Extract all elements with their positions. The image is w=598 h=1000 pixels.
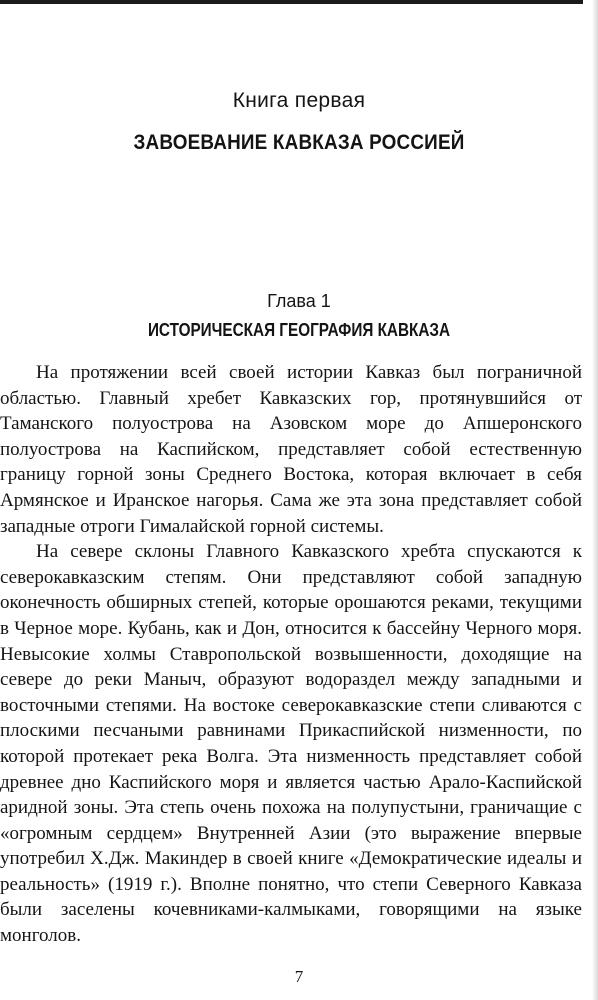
chapter-label: Глава 1 xyxy=(267,291,331,311)
paragraph-2: На севере склоны Главного Кавказского хребта спускаются к северокавказским степям. Они представляют собой западную оконечность обширных степей, которые орошаются реками, текущими в Черное море. Кубань, как и Дон, относится к бассейну Черного моря. Невысокие холмы Ставропольской возвышенности, доходящие на севере до реки Маныч, образуют водораздел между западными и восточными степями. На востоке северокавказские степи сливаются с плоскими песчаными равнинами Прикаспийской низменности, по которой протекает река Волга. Эта низменность представляет собой древнее дно Каспийского моря и является частью Арало-Каспийской аридной зоны. Эта степь очень похожа на полупустыни, граничащие с «огромным сердцем» Внутренней Азии (это выражение впервые употребил Х.Дж. Макиндер в своей книге «Демократические идеалы и реальность» (1919 г.). Вполне понятно, что степи Северного Кавказа были заселены кочевниками-калмыками, говорящими на языке монголов. xyxy=(0,541,582,947)
body-text xyxy=(0,360,582,949)
page-number: 7 xyxy=(294,967,304,986)
chapter-heading xyxy=(0,288,598,343)
top-edge-rule xyxy=(0,0,583,4)
chapter-title: ИСТОРИЧЕСКАЯ ГЕОГРАФИЯ КАВКАЗА xyxy=(147,320,451,340)
paragraph-1: На протяжении всей своей истории Кавказ был пограничной областью. Главный хребет Кавказских гор, протянувшийся от Таманского полуострова на Азовском море до Апшеронского полуострова на Каспийском, представляет собой естественную границу горной зоны Среднего Востока, которая включает в себя Армянское и Иранское нагорья. Сама же эта зона представляет собой западные отроги Гималайской горной системы. xyxy=(0,362,582,537)
book-title: ЗАВОЕВАНИЕ КАВКАЗА РОССИЕЙ xyxy=(133,131,465,154)
book-label: Книга первая xyxy=(232,89,366,112)
book-heading xyxy=(0,86,598,158)
